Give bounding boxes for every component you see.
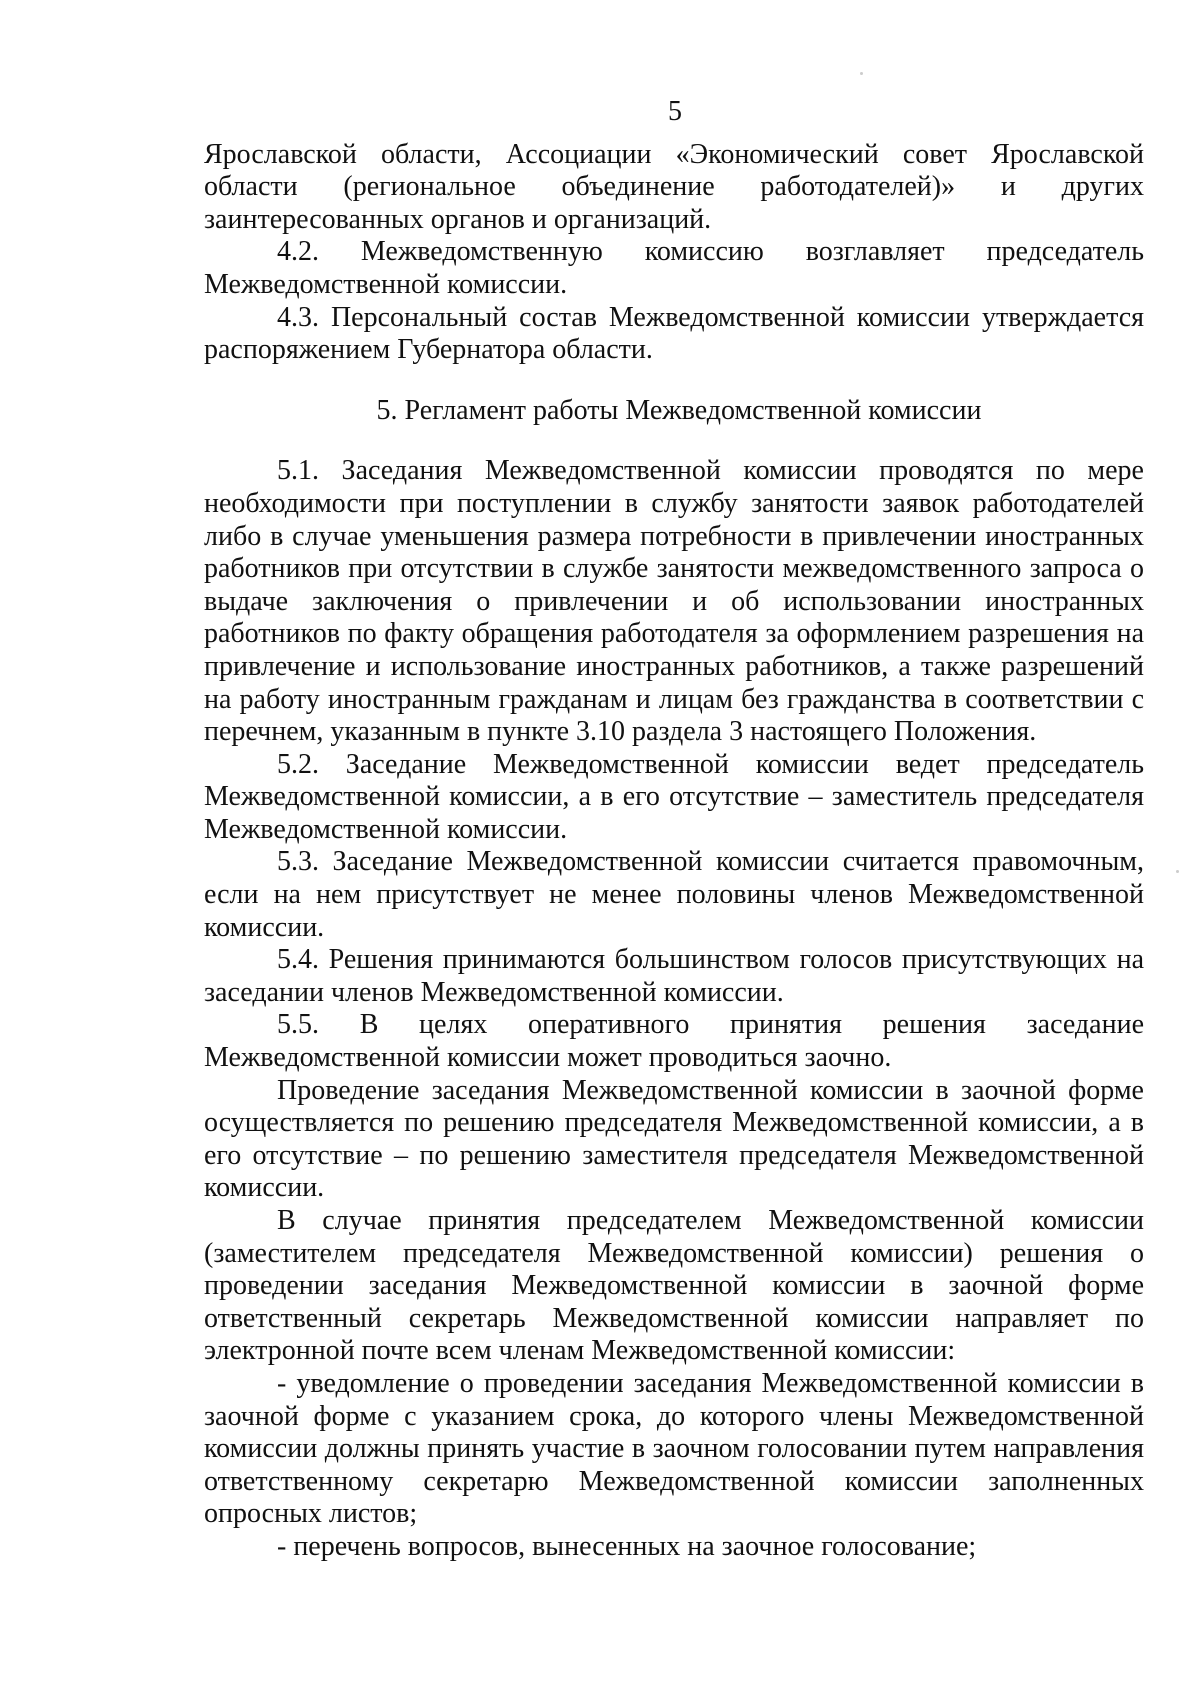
paragraph-5-5: 5.5. В целях оперативного принятия решения заседание Межведомственной комиссии может проводиться заочно. <box>204 1009 1144 1074</box>
intro-paragraph: Ярославской области, Ассоциации «Экономический совет Ярославской области (региональное объединение работодателей)» и других заинтересованных органов и организаций. <box>204 138 1144 235</box>
paragraph-secretary-duties: В случае принятия председателем Межведомственной комиссии (заместителем председателя Межведомственной комиссии) решения о проведении заседания Межведомственной комиссии в заочной форме ответственный секретарь Межведомственной комиссии направляет по электронной почте всем членам Межведомственной комиссии: <box>204 1205 1144 1367</box>
scan-speck <box>860 72 863 75</box>
paragraph-4-2: 4.2. Межведомственную комиссию возглавляет председатель Межведомственной комиссии. <box>204 236 1144 300</box>
paragraph-5-2: 5.2. Заседание Межведомственной комиссии ведет председатель Межведомственной комиссии, а в его отсутствие – заместитель председателя Межведомственной комиссии. <box>204 748 1144 845</box>
bullet-notice: - уведомление о проведении заседания Межведомственной комиссии в заочной форме с указанием срока, до которого члены Межведомственной комиссии должны принять участие в заочном голосовании путем направления ответственному секретарю Межведомственной комиссии заполненных опросных листов; <box>204 1367 1144 1530</box>
page-number: 5 <box>668 96 682 127</box>
paragraph-4-3: 4.3. Персональный состав Межведомственной комиссии утверждается распоряжением Губернатора области. <box>204 301 1144 366</box>
paragraph-5-1: 5.1. Заседания Межведомственной комиссии проводятся по мере необходимости при поступлении в службу занятости заявок работодателей либо в случае уменьшения размера потребности в привлечении иностранных работников при отсутствии в службе занятости межведомственного запроса о выдаче заключения о привлечении и об использовании иностранных работников по факту обращения работодателя за оформлением разрешения на привлечение и использование иностранных работников, а также разрешений на работу иностранным гражданам и лицам без гражданства в соответствии с перечнем, указанным в пункте 3.10 раздела 3 настоящего Положения. <box>204 455 1144 748</box>
paragraph-5-3: 5.3. Заседание Межведомственной комиссии считается правомочным, если на нем присутствует не менее половины членов Межведомственной комиссии. <box>204 846 1144 943</box>
paragraph-5-4: 5.4. Решения принимаются большинством голосов присутствующих на заседании членов Межведомственной комиссии. <box>204 944 1144 1008</box>
section-5-title: 5. Регламент работы Межведомственной комиссии <box>376 394 982 426</box>
paragraph-absentee-meeting: Проведение заседания Межведомственной комиссии в заочной форме осуществляется по решению председателя Межведомственной комиссии, а в его отсутствие – по решению заместителя председателя Межведомственной комиссии. <box>204 1074 1144 1204</box>
scan-speck <box>1176 870 1179 873</box>
document-page <box>204 96 1144 1564</box>
bullet-questions: - перечень вопросов, вынесенных на заочное голосование; <box>277 1530 977 1562</box>
